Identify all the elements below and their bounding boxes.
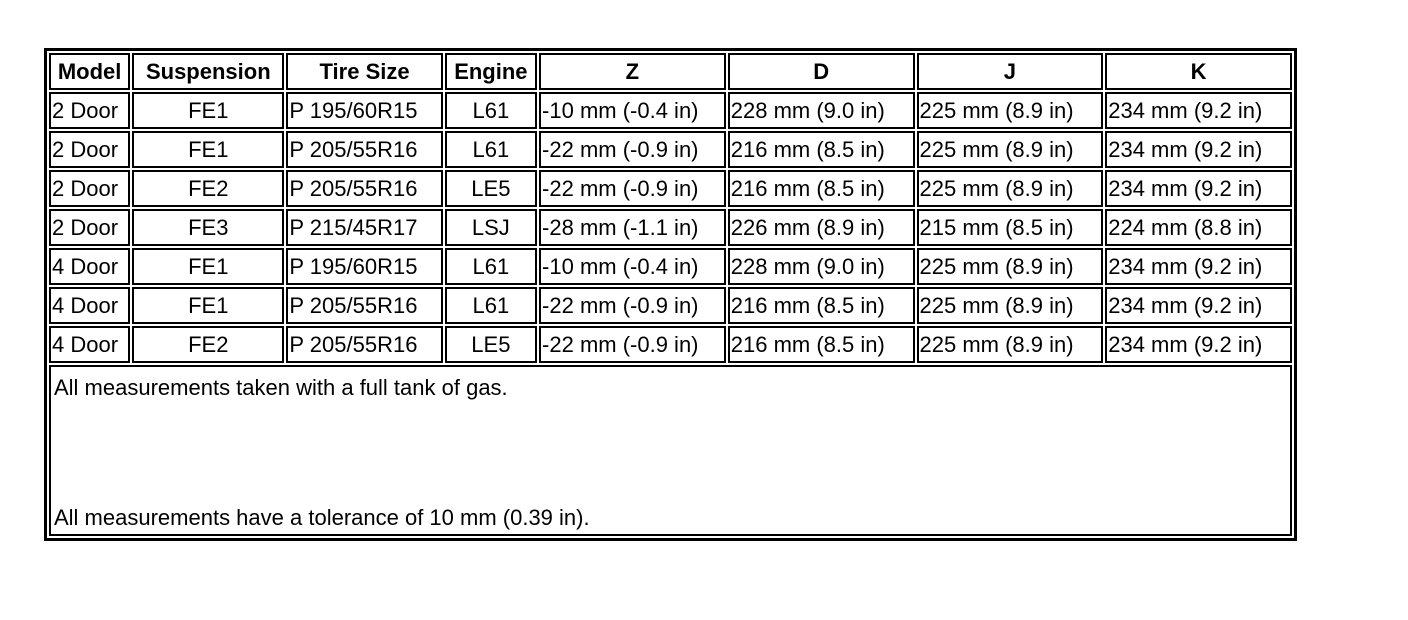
cell-suspension: FE1: [132, 248, 284, 285]
cell-suspension: FE2: [132, 170, 284, 207]
header-j: J: [917, 53, 1104, 90]
cell-model: 4 Door: [49, 287, 130, 324]
cell-suspension: FE1: [132, 131, 284, 168]
table-row: [49, 248, 1292, 285]
cell-z: -22 mm (-0.9 in): [539, 131, 726, 168]
table-row: [49, 131, 1292, 168]
cell-engine: LE5: [445, 170, 537, 207]
cell-d: 216 mm (8.5 in): [728, 170, 915, 207]
cell-tire-size: P 205/55R16: [286, 326, 442, 363]
notes-container: [54, 367, 1287, 534]
cell-suspension: FE3: [132, 209, 284, 246]
cell-j: 225 mm (8.9 in): [917, 170, 1104, 207]
note-tolerance: All measurements have a tolerance of 10 mm (0.39 in).: [54, 505, 590, 530]
table-row: [49, 287, 1292, 324]
header-model: Model: [49, 53, 130, 90]
note-full-tank: All measurements taken with a full tank of gas.: [54, 375, 508, 400]
cell-d: 216 mm (8.5 in): [728, 131, 915, 168]
cell-j: 225 mm (8.9 in): [917, 248, 1104, 285]
cell-model: 2 Door: [49, 209, 130, 246]
cell-d: 216 mm (8.5 in): [728, 326, 915, 363]
cell-d: 228 mm (9.0 in): [728, 248, 915, 285]
cell-suspension: FE1: [132, 92, 284, 129]
header-k: K: [1105, 53, 1292, 90]
cell-k: 234 mm (9.2 in): [1105, 326, 1292, 363]
cell-engine: L61: [445, 248, 537, 285]
cell-tire-size: P 205/55R16: [286, 170, 442, 207]
cell-d: 216 mm (8.5 in): [728, 287, 915, 324]
header-tire-size: Tire Size: [286, 53, 442, 90]
cell-tire-size: P 205/55R16: [286, 131, 442, 168]
cell-tire-size: P 195/60R15: [286, 92, 442, 129]
header-d: D: [728, 53, 915, 90]
cell-engine: LE5: [445, 326, 537, 363]
cell-z: -10 mm (-0.4 in): [539, 248, 726, 285]
header-suspension: Suspension: [132, 53, 284, 90]
header-z: Z: [539, 53, 726, 90]
cell-z: -22 mm (-0.9 in): [539, 326, 726, 363]
table-row: [49, 209, 1292, 246]
cell-model: 4 Door: [49, 248, 130, 285]
notes-cell: [49, 365, 1292, 536]
cell-d: 226 mm (8.9 in): [728, 209, 915, 246]
cell-engine: L61: [445, 92, 537, 129]
cell-engine: L61: [445, 131, 537, 168]
cell-model: 4 Door: [49, 326, 130, 363]
cell-k: 224 mm (8.8 in): [1105, 209, 1292, 246]
cell-j: 225 mm (8.9 in): [917, 287, 1104, 324]
cell-z: -22 mm (-0.9 in): [539, 287, 726, 324]
cell-model: 2 Door: [49, 131, 130, 168]
cell-k: 234 mm (9.2 in): [1105, 92, 1292, 129]
cell-model: 2 Door: [49, 170, 130, 207]
cell-j: 225 mm (8.9 in): [917, 326, 1104, 363]
cell-tire-size: P 205/55R16: [286, 287, 442, 324]
notes-row: [49, 365, 1292, 536]
cell-k: 234 mm (9.2 in): [1105, 248, 1292, 285]
cell-z: -22 mm (-0.9 in): [539, 170, 726, 207]
trim-height-specifications-table: [44, 48, 1297, 541]
cell-j: 225 mm (8.9 in): [917, 131, 1104, 168]
table-row: [49, 170, 1292, 207]
cell-model: 2 Door: [49, 92, 130, 129]
table-row: [49, 326, 1292, 363]
cell-suspension: FE2: [132, 326, 284, 363]
table-body: [49, 92, 1292, 536]
cell-k: 234 mm (9.2 in): [1105, 287, 1292, 324]
table-header-row: [49, 53, 1292, 90]
cell-k: 234 mm (9.2 in): [1105, 170, 1292, 207]
cell-suspension: FE1: [132, 287, 284, 324]
cell-tire-size: P 215/45R17: [286, 209, 442, 246]
cell-tire-size: P 195/60R15: [286, 248, 442, 285]
cell-engine: LSJ: [445, 209, 537, 246]
header-engine: Engine: [445, 53, 537, 90]
table-row: [49, 92, 1292, 129]
cell-j: 225 mm (8.9 in): [917, 92, 1104, 129]
cell-k: 234 mm (9.2 in): [1105, 131, 1292, 168]
cell-d: 228 mm (9.0 in): [728, 92, 915, 129]
cell-z: -28 mm (-1.1 in): [539, 209, 726, 246]
cell-z: -10 mm (-0.4 in): [539, 92, 726, 129]
cell-engine: L61: [445, 287, 537, 324]
cell-j: 215 mm (8.5 in): [917, 209, 1104, 246]
